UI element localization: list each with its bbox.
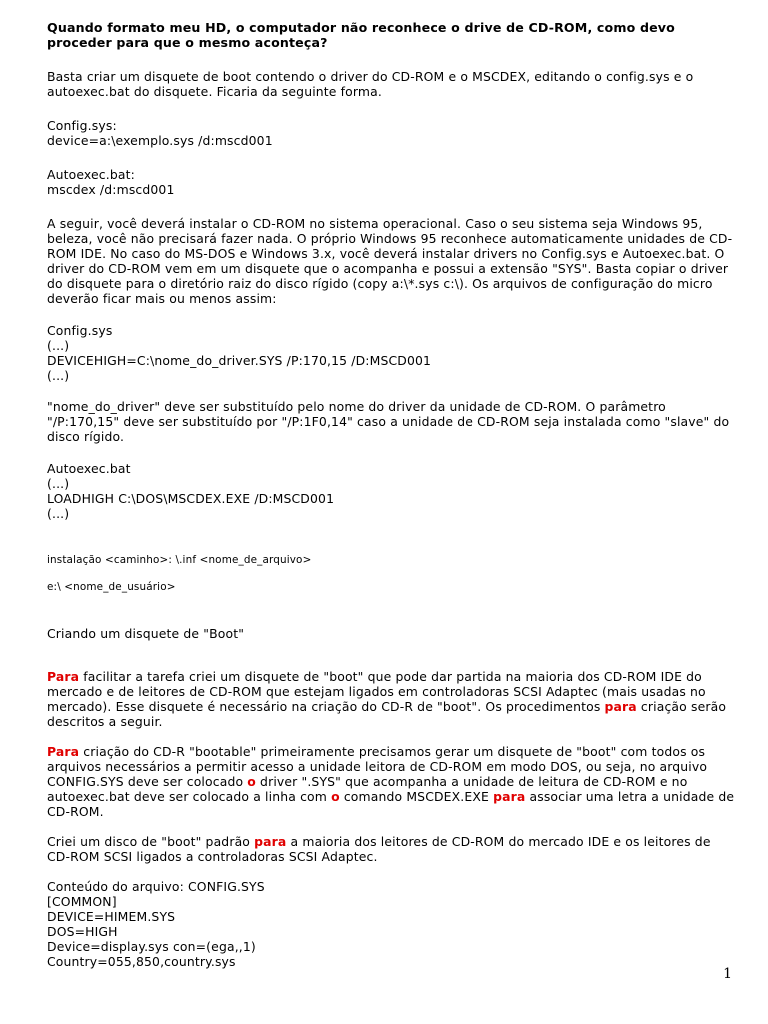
config2-ellipsis-bottom: (...) xyxy=(47,368,70,383)
boot-paragraph-3 xyxy=(47,834,737,864)
boot-paragraph-2 xyxy=(47,744,737,819)
autoexec2-title: Autoexec.bat xyxy=(47,461,131,476)
config2-ellipsis-top: (...) xyxy=(47,338,70,353)
highlight-word: para xyxy=(254,834,287,849)
driver-paragraph: "nome_do_driver" deve ser substituído pelo nome do driver da unidade de CD-ROM. O parâmetro "/P:170,15" deve ser substituído por "/P:1F0,14" caso a unidade de CD-ROM seja instalada como "slave" do disco rígido. xyxy=(47,399,730,444)
config-content-block xyxy=(47,879,737,969)
autoexec2-line: LOADHIGH C:\DOS\MSCDEX.EXE /D:MSCD001 xyxy=(47,491,335,506)
content-line: Country=055,850,country.sys xyxy=(47,954,236,969)
question-title: Quando formato meu HD, o computador não reconhece o drive de CD-ROM, como devo proceder para que o mesmo aconteça? xyxy=(47,20,675,50)
section-title: Criando um disquete de "Boot" xyxy=(47,626,245,641)
boot-paragraph-1 xyxy=(47,669,737,729)
paragraph-text: criação do CD-R "bootable" primeiramente precisamos gerar um disquete de "boot" com todos os arquivos necessários a permitir acesso a unidade leitora de CD-ROM em modo DOS, ou seja, no arquivo CONFIG.SYS deve ser colocado xyxy=(47,744,708,789)
highlight-word: Para xyxy=(47,744,80,759)
content-line: DEVICE=HIMEM.SYS xyxy=(47,909,176,924)
install-paragraph: A seguir, você deverá instalar o CD-ROM no sistema operacional. Caso o seu sistema seja Windows 95, beleza, você não precisará fazer nada. O próprio Windows 95 reconhece automaticamente unidades de CD-ROM IDE. No caso do MS-DOS e Windows 3.x, você deverá instalar drivers no Config.sys e Autoexec.bat. O driver do CD-ROM vem em um disquete que o acompanha e possui a extensão "SYS". Basta copiar o driver do disquete para o diretório raiz do disco rígido (copy a:\*.sys c:\). Os arquivos de configuração do micro deverão ficar mais ou menos assim: xyxy=(47,216,733,306)
highlight-word: para xyxy=(604,699,637,714)
user-path-line: e:\ <nome_de_usuário> xyxy=(47,581,176,593)
autoexec1-title: Autoexec.bat: xyxy=(47,167,135,182)
intro-paragraph: Basta criar um disquete de boot contendo o driver do CD-ROM e o MSCDEX, editando o config.sys e o autoexec.bat do disquete. Ficaria da seguinte forma. xyxy=(47,69,694,99)
autoexec2-ellipsis-top: (...) xyxy=(47,476,70,491)
content-line: DOS=HIGH xyxy=(47,924,118,939)
paragraph-text: driver ".SYS" que acompanha a unidade de leitura de CD-ROM e no autoexec.bat deve ser colocado a linha com xyxy=(47,774,688,804)
config1-line: device=a:\exemplo.sys /d:mscd001 xyxy=(47,133,273,148)
install-path-line: instalação <caminho>: \.inf <nome_de_arquivo> xyxy=(47,554,312,566)
content-line: [COMMON] xyxy=(47,894,117,909)
highlight-word: o xyxy=(247,774,256,789)
content-line: Device=display.sys con=(ega,,1) xyxy=(47,939,256,954)
highlight-word: para xyxy=(493,789,526,804)
content-line: Conteúdo do arquivo: CONFIG.SYS xyxy=(47,879,265,894)
paragraph-text: facilitar a tarefa criei um disquete de "boot" que pode dar partida na maioria dos CD-ROM IDE do mercado e de leitores de CD-ROM que estejam ligados em controladoras SCSI Adaptec (mais usadas no mercado). Esse disquete é necessário na criação do CD-R de "boot". Os procedimentos xyxy=(47,669,706,714)
config2-block xyxy=(47,323,737,383)
autoexec2-block xyxy=(47,461,737,521)
paragraph-text: associar uma letra a unidade de CD-ROM. xyxy=(47,789,735,819)
highlight-word: Para xyxy=(47,669,80,684)
config1-title: Config.sys: xyxy=(47,118,117,133)
page-number: 1 xyxy=(723,966,732,982)
document-page xyxy=(47,18,737,969)
paragraph-text: comando MSCDEX.EXE xyxy=(339,789,494,804)
paragraph-text: criação serão descritos a seguir. xyxy=(47,699,727,729)
paragraph-text: a maioria dos leitores de CD-ROM do mercado IDE e os leitores de CD-ROM SCSI ligados a controladoras SCSI Adaptec. xyxy=(47,834,711,864)
paragraph-text: Criei um disco de "boot" padrão xyxy=(47,834,255,849)
config2-line: DEVICEHIGH=C:\nome_do_driver.SYS /P:170,15 /D:MSCD001 xyxy=(47,353,432,368)
autoexec1-line: mscdex /d:mscd001 xyxy=(47,182,175,197)
config2-title: Config.sys xyxy=(47,323,113,338)
autoexec2-ellipsis-bottom: (...) xyxy=(47,506,70,521)
highlight-word: o xyxy=(331,789,340,804)
